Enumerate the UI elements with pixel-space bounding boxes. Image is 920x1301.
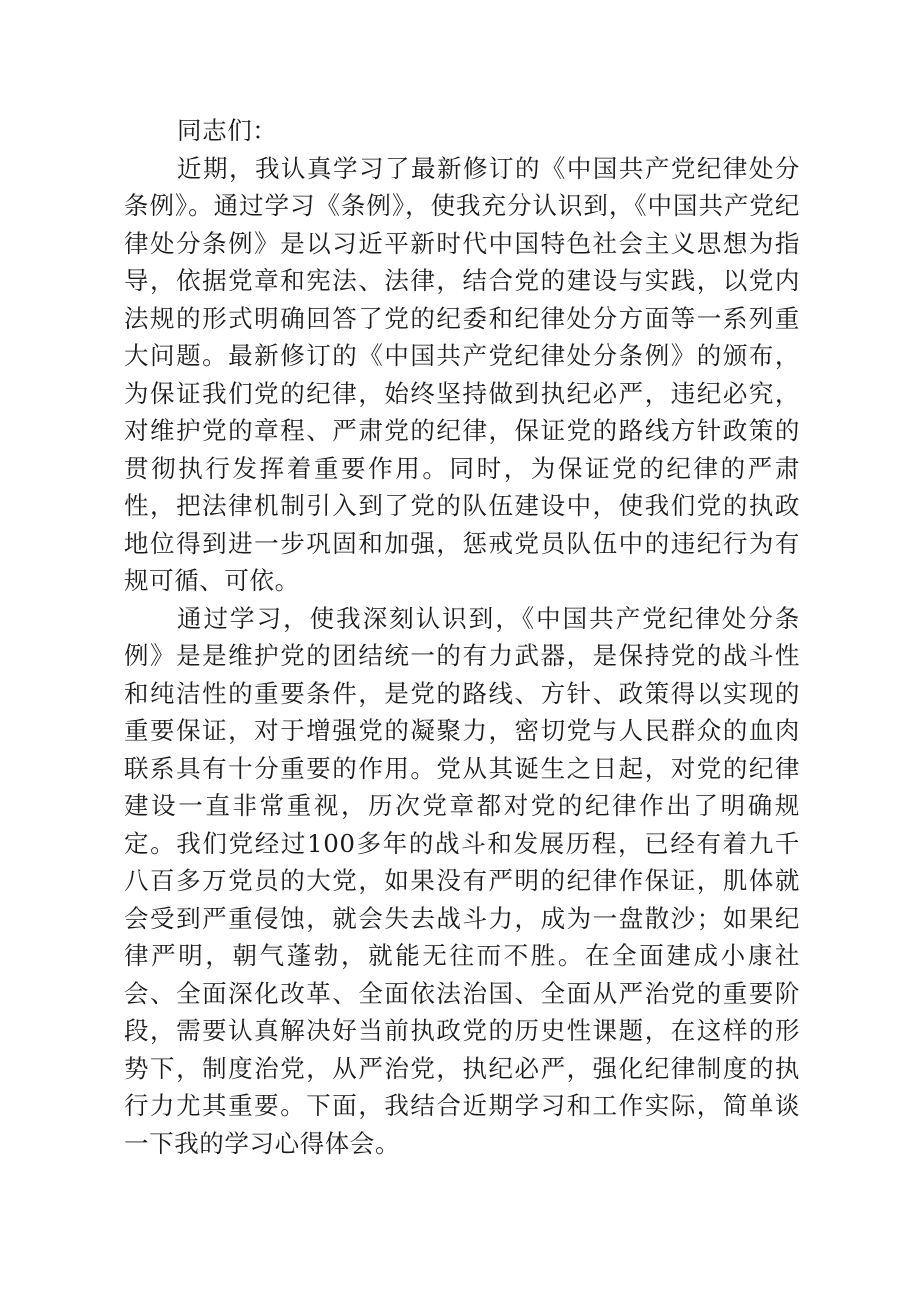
document-body	[124, 112, 800, 1162]
paragraph-1: 近期，我认真学习了最新修订的《中国共产党纪律处分条例》。通过学习《条例》，使我充分认识到，《中国共产党纪律处分条例》是以习近平新时代中国特色社会主义思想为指导，依据党章和宪法、法律，结合党的建设与实践，以党内法规的形式明确回答了党的纪委和纪律处分方面等一系列重大问题。最新修订的《中国共产党纪律处分条例》的颁布，为保证我们党的纪律，始终坚持做到执纪必严，违纪必究，对维护党的章程、严肃党的纪律，保证党的路线方针政策的贯彻执行发挥着重要作用。同时，为保证党的纪律的严肃性，把法律机制引入到了党的队伍建设中，使我们党的执政地位得到进一步巩固和加强，惩戒党员队伍中的违纪行为有规可循、可依。	[124, 153, 800, 595]
paragraph-2: 通过学习，使我深刻认识到，《中国共产党纪律处分条例》是是维护党的团结统一的有力武器，是保持党的战斗性和纯洁性的重要条件，是党的路线、方针、政策得以实现的重要保证，对于增强党的凝聚力，密切党与人民群众的血肉联系具有十分重要的作用。党从其诞生之日起，对党的纪律建设一直非常重视，历次党章都对党的纪律作出了明确规定。我们党经过100多年的战斗和发展历程，已经有着九千八百多万党员的大党，如果没有严明的纪律作保证，肌体就会受到严重侵蚀，就会失去战斗力，成为一盘散沙；如果纪律严明，朝气蓬勃，就能无往而不胜。在全面建成小康社会、全面深化改革、全面依法治国、全面从严治党的重要阶段，需要认真解决好当前执政党的历史性课题，在这样的形势下，制度治党，从严治党，执纪必严，强化纪律制度的执行力尤其重要。下面，我结合近期学习和工作实际，简单谈一下我的学习心得体会。	[124, 603, 800, 1158]
salutation: 同志们：	[177, 116, 278, 145]
